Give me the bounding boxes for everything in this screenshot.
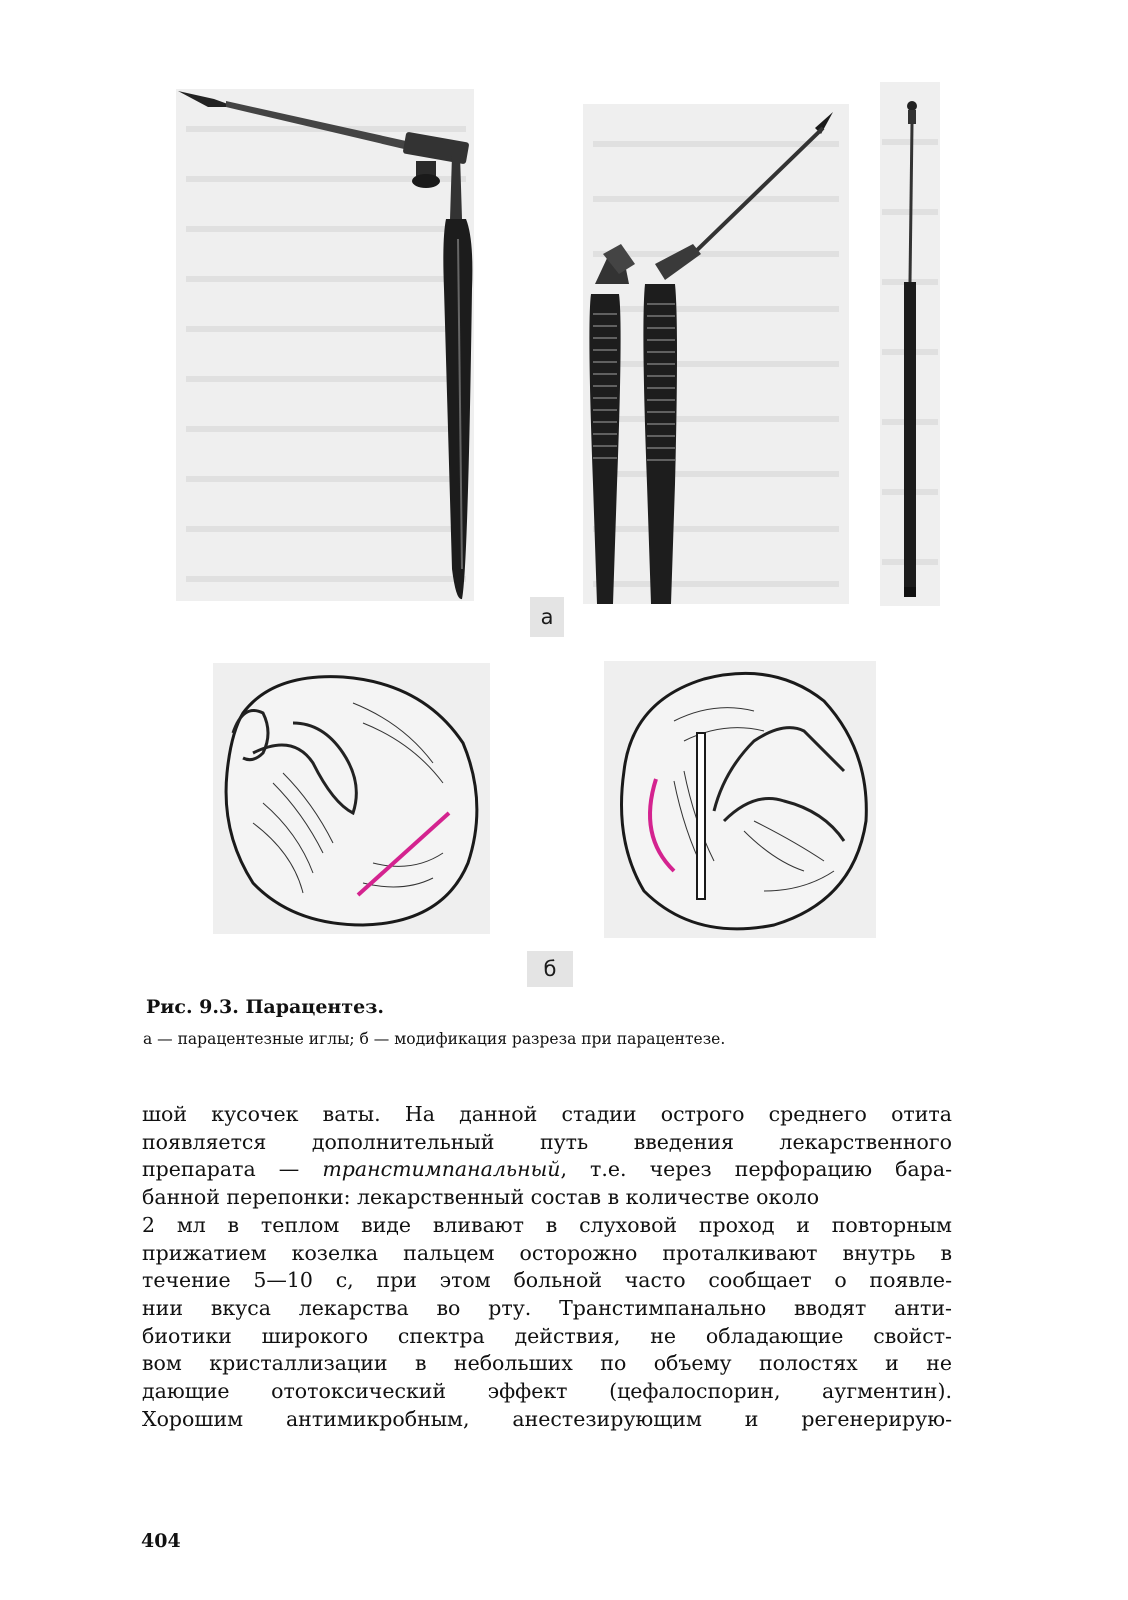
body-line: течение 5—10 с, при этом больной часто сообщает о появле- [142, 1268, 952, 1293]
body-line: биотики широкого спектра действия, не обладающие свойст- [142, 1323, 952, 1348]
figure-needle-angled-handles [583, 104, 849, 604]
figure-needle-thin [880, 82, 940, 606]
body-line: Хорошим антимикробным, анестезирующим и регенерирую- [142, 1406, 952, 1431]
figure-eardrum-diagonal-incision [213, 663, 490, 934]
body-line: дающие ототоксический эффект (цефалоспорин, аугментин). [142, 1379, 952, 1404]
page-number: 404 [141, 1530, 181, 1552]
body-line: появляется дополнительный путь введения лекарственного [142, 1129, 952, 1154]
italic-term: транстимпанальный [322, 1157, 561, 1182]
figure-label-b: б [527, 951, 573, 987]
figure-caption-title: Рис. 9.3. Парацентез. [146, 996, 384, 1018]
body-line: банной перепонки: лекарственный состав в количестве около [142, 1185, 820, 1210]
figure-caption-text: а — парацентезные иглы; б — модификация разреза при парацентезе. [143, 1030, 726, 1048]
body-line: нии вкуса лекарства во рту. Транстимпанально вводят анти- [142, 1295, 952, 1320]
body-text [142, 1101, 952, 1433]
body-line: прижатием козелка пальцем осторожно проталкивают внутрь в [142, 1240, 952, 1265]
body-line: вом кристаллизации в небольших по объему полостях и не [142, 1351, 952, 1376]
figure-label-a: а [530, 597, 564, 637]
figure-eardrum-curved-incision [604, 661, 876, 938]
body-line: препарата — транстимпанальный, т.е. через перфорацию бара- [142, 1157, 953, 1182]
body-line: шой кусочек ваты. На данной стадии острого среднего отита [142, 1102, 952, 1126]
vertical-bar-marker [697, 733, 705, 899]
figure-needle-straight-handle [176, 89, 474, 601]
body-line: 2 мл в теплом виде вливают в слуховой проход и повторным [142, 1212, 952, 1237]
